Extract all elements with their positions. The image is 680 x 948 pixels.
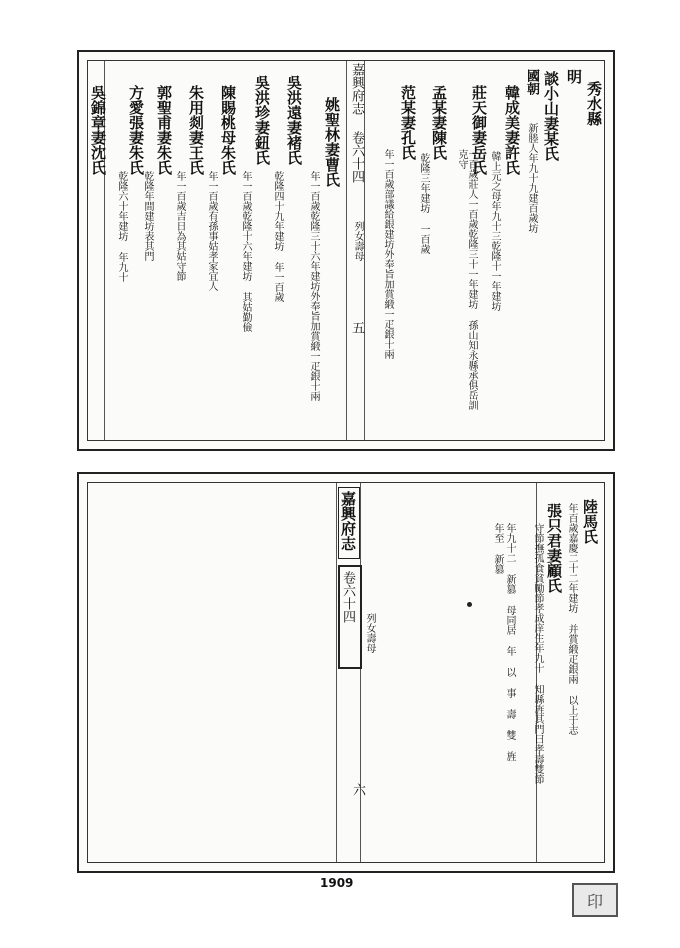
library-seal: 印	[572, 883, 618, 917]
entry-han-name: 韓成美妻許氏	[503, 85, 521, 175]
upper-page-frame	[87, 60, 605, 441]
entry-zhuang-note: 一百歲莊人一百歲乾隆三十一年建坊 孫山知永縣承俱岳訓克守	[456, 149, 477, 410]
top-spine-section: 列女壽母	[352, 221, 363, 261]
entry-meng-name: 孟某妻陳氏	[430, 85, 448, 160]
entry-zhang-name: 張只君妻顧氏	[545, 503, 563, 593]
bottom-spine-title: 嘉興府志	[339, 491, 357, 551]
top-spine-title: 嘉興府志	[349, 63, 364, 115]
entry-zhuang-name: 莊天御妻岳氏	[470, 85, 488, 175]
top-spine-juan: 卷六十四	[349, 131, 364, 183]
entry-wu-jinzhang-name: 吳錦章妻沈氏	[89, 85, 107, 175]
entry-chen-note: 年一百歲有孫事姑孝家宜人	[206, 171, 217, 291]
entry-tan-note: 新塍人年九十九建百歲坊	[526, 123, 537, 233]
page-number: 1909	[320, 876, 354, 890]
dynasty-ming: 明	[565, 69, 583, 84]
entry-chen-name: 陳賜桃母朱氏	[219, 85, 237, 175]
entry-fang-note: 乾隆六十年建坊 年九十	[116, 171, 127, 282]
entry-tan-name: 談小山妻某氏	[542, 71, 560, 161]
entry-guo-note: 乾隆年間建坊表其門	[142, 171, 153, 261]
entry-zhu-yongshan-name: 朱用剡妻王氏	[187, 85, 205, 175]
entry-wu-hongyuan-name: 吳洪遠妻褚氏	[285, 75, 303, 165]
entry-final-note: 年至 新篡	[492, 523, 503, 574]
entry-yao-name: 姚聖林妻曹氏	[323, 97, 341, 187]
entry-lu-note: 年百歲嘉慶二十二年建坊 并賞緞疋銀兩 以上于志	[566, 503, 577, 735]
entry-zhang-note: 守節撫孤食貧勵節孝成庠生年九十 知縣旌其門曰孝壽雙節	[532, 523, 543, 784]
county-heading: 秀水縣	[585, 81, 603, 126]
lower-page-frame	[87, 482, 605, 863]
entry-lu-name: 陸馬氏	[581, 499, 599, 544]
entry-han-note: 韓上元之母年九十三乾隆十一年建坊	[489, 151, 500, 311]
entry-fan-note: 年一百歲部議給銀建坊外奉旨加賞緞一疋銀十兩	[382, 149, 393, 359]
entry-fan-name: 范某妻孔氏	[399, 85, 417, 160]
entry-yao-note: 年一百歲乾隆三十六年建坊外奉旨加賞緞一疋銀十兩	[308, 171, 319, 401]
entry-extra-note: 年九十二 新篡 母同居 年 以 事 壽 雙 旌	[504, 523, 515, 761]
dynasty-qing: 國朝	[524, 69, 539, 95]
entry-fang-name: 方愛張妻朱氏	[127, 85, 145, 175]
top-spine-folio: 五	[349, 321, 364, 334]
ink-dot	[467, 602, 472, 607]
upper-page	[77, 50, 615, 451]
entry-wu-hongzhen-note: 年一百歲乾隆十六年建坊 其姑勤儉	[240, 171, 251, 332]
lower-page	[77, 472, 615, 873]
entry-guo-name: 郭聖甫妻朱氏	[155, 85, 173, 175]
entry-zhu-yongshan-note: 年一百歲吉日為其姑守節	[174, 171, 185, 281]
entry-wu-hongzhen-name: 吳洪珍妻鈕氏	[253, 75, 271, 165]
bottom-spine-juan: 卷六十四	[340, 571, 355, 623]
bottom-spine-section: 列女壽母	[364, 613, 375, 653]
bottom-spine-folio: 六	[350, 783, 365, 796]
entry-wu-hongyuan-note: 乾隆四十九年建坊 年一百歲	[272, 171, 283, 302]
entry-meng-note: 乾隆三年建坊 一百歲	[418, 153, 429, 254]
